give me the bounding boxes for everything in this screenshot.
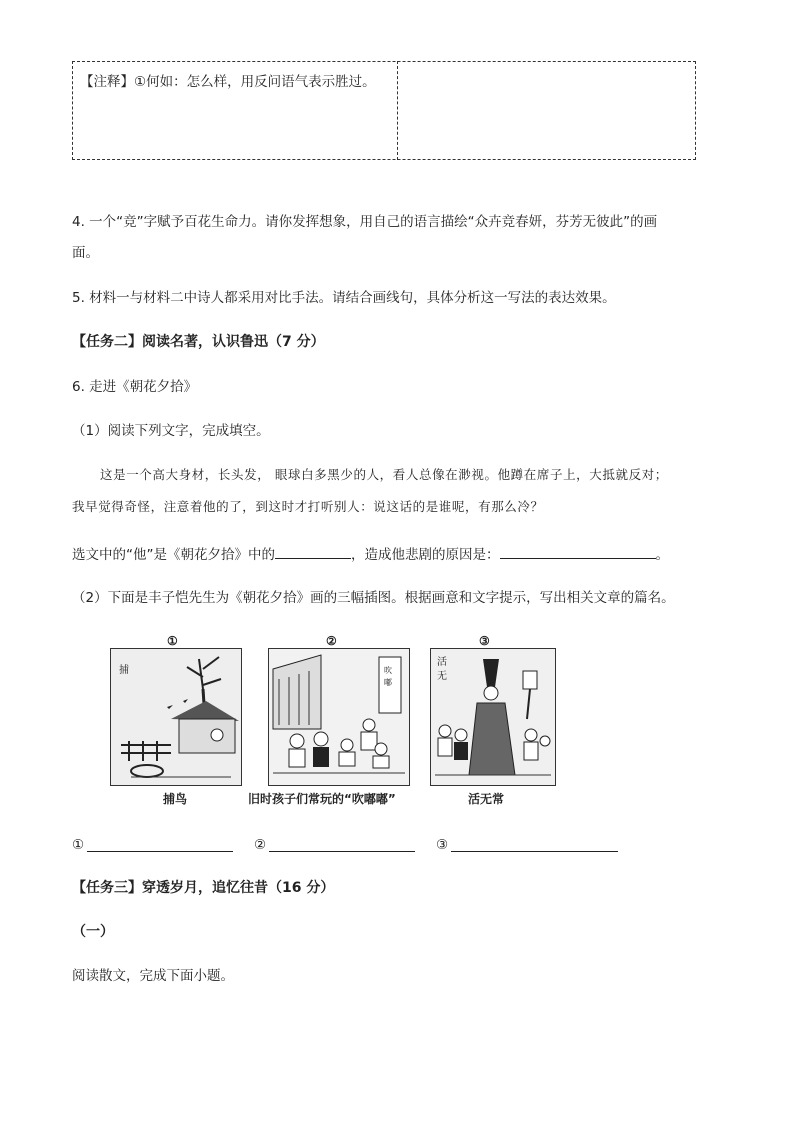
question-5: 5. 材料一与材料二中诗人都采用对比手法。请结合画线句，具体分析这一写法的表达效果。 bbox=[72, 290, 616, 306]
illustration-2-caption: 旧时孩子们常玩的“吹嘟嘟” bbox=[248, 792, 396, 806]
illustration-3-caption: 活无常 bbox=[468, 792, 505, 806]
svg-text:无: 无 bbox=[437, 671, 447, 682]
fill-prefix: 选文中的“他”是《朝花夕拾》中的 bbox=[72, 547, 275, 563]
fill-in-blank-line bbox=[72, 543, 669, 565]
illustration-1-bird-catching bbox=[110, 648, 242, 786]
fill-middle: ，造成他悲剧的原因是： bbox=[351, 547, 500, 563]
fill-end: 。 bbox=[655, 547, 669, 563]
answer-line-1[interactable] bbox=[87, 851, 233, 852]
illustration-2-children-playing bbox=[268, 648, 410, 786]
answer-label-3: ③ bbox=[436, 837, 449, 853]
illustration-3-number: ③ bbox=[479, 634, 490, 648]
blank-character-name[interactable] bbox=[275, 543, 351, 559]
answer-label-2: ② bbox=[254, 837, 267, 853]
question-4-line-1: 4. 一个“竞”字赋予百花生命力。请你发挥想象，用自己的语言描绘“众卉竞春妍，芬芳无彼此”的画 bbox=[72, 214, 658, 230]
answer-line-3[interactable] bbox=[451, 851, 618, 852]
svg-text:捕: 捕 bbox=[119, 665, 129, 676]
answer-label-1: ① bbox=[72, 837, 85, 853]
question-4-line-2: 面。 bbox=[72, 245, 99, 261]
svg-text:吹: 吹 bbox=[384, 666, 392, 675]
question-6-part-1: （1）阅读下列文字，完成填空。 bbox=[72, 423, 270, 439]
question-6-title: 6. 走进《朝花夕拾》 bbox=[72, 379, 198, 395]
excerpt-line-1: 这是一个高大身材，长头发， 眼球白多黑少的人，看人总像在渺视。他蹲在席子上，大抵就反对； bbox=[100, 467, 668, 482]
annotation-text: 【注释】①何如：怎么样，用反问语气表示胜过。 bbox=[80, 74, 376, 90]
task-2-heading: 【任务二】阅读名著，认识鲁迅（7 分） bbox=[72, 334, 325, 350]
illustration-1-caption: 捕鸟 bbox=[163, 792, 188, 806]
question-6-part-2: （2）下面是丰子恺先生为《朝花夕拾》画的三幅插图。根据画意和文字提示，写出相关文章的篇名。 bbox=[72, 590, 675, 606]
task-3-instruction: 阅读散文，完成下面小题。 bbox=[72, 968, 234, 984]
task-3-heading: 【任务三】穿透岁月，追忆往昔（16 分） bbox=[72, 880, 335, 896]
illustration-2-number: ② bbox=[326, 634, 337, 648]
svg-text:活: 活 bbox=[437, 657, 447, 668]
illustration-1-number: ① bbox=[167, 634, 178, 648]
illustration-3-wuchang-procession bbox=[430, 648, 556, 786]
blank-tragedy-reason[interactable] bbox=[500, 543, 656, 559]
answer-line-2[interactable] bbox=[269, 851, 415, 852]
svg-text:嘟: 嘟 bbox=[384, 678, 392, 687]
section-one-label: （一） bbox=[72, 924, 114, 940]
excerpt-line-2: 我早觉得奇怪，注意着他的了，到这时才打听别人：说这话的是谁呢，有那么冷？ bbox=[72, 499, 544, 514]
annotation-table-divider bbox=[397, 61, 398, 160]
